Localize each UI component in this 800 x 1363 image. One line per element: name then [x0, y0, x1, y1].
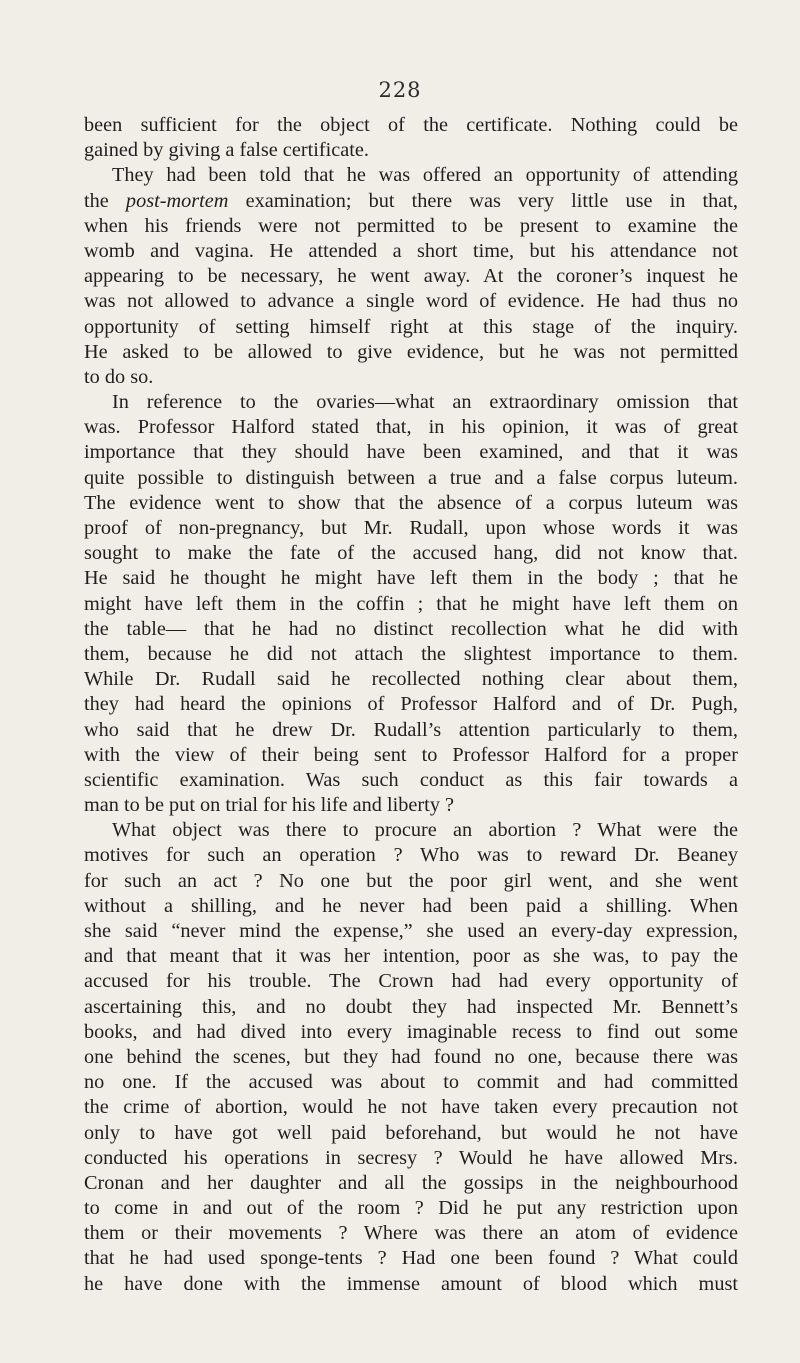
- text-line: only to have got well paid beforehand, but would he not have: [84, 1121, 738, 1144]
- text-line: He asked to be allowed to give evidence, but he was not permitted: [84, 340, 738, 363]
- text-line: womb and vagina. He attended a short time, but his attendance not: [84, 239, 738, 262]
- text-line: In reference to the ovaries—what an extraordinary omission that: [112, 391, 738, 414]
- text-line: when his friends were not permitted to be present to examine the: [84, 214, 738, 237]
- text-line: and that meant that it was her intention, poor as she was, to pay the: [84, 945, 738, 968]
- text-segment: examination; but there was very little use in that,: [228, 189, 738, 212]
- text-line: What object was there to procure an abortion ? What were the: [112, 819, 738, 842]
- text-line: them, because he did not attach the slightest importance to them.: [84, 642, 738, 665]
- text-line: accused for his trouble. The Crown had had every opportunity of: [84, 970, 738, 993]
- text-line: appearing to be necessary, he went away. At the coroner’s inquest he: [84, 265, 738, 288]
- text-line: opportunity of setting himself right at this stage of the inquiry.: [84, 315, 738, 338]
- text-line: They had been told that he was offered an opportunity of attending: [112, 164, 738, 187]
- text-segment: the: [84, 189, 126, 212]
- body-text: [84, 113, 738, 1297]
- text-line: conducted his operations in secresy ? Would he have allowed Mrs.: [84, 1146, 738, 1169]
- text-line: for such an act ? No one but the poor girl went, and she went: [84, 869, 738, 892]
- text-line: Cronan and her daughter and all the gossips in the neighbourhood: [84, 1171, 738, 1194]
- text-line: quite possible to distinguish between a true and a false corpus luteum.: [84, 466, 738, 489]
- text-line: was. Professor Halford stated that, in his opinion, it was of great: [84, 416, 738, 439]
- text-line: one behind the scenes, but they had found no one, because there was: [84, 1045, 738, 1068]
- text-line: without a shilling, and he never had been paid a shilling. When: [84, 894, 738, 917]
- text-line: the crime of abortion, would he not have taken every precaution not: [84, 1096, 738, 1119]
- text-line: While Dr. Rudall said he recollected nothing clear about them,: [84, 668, 738, 691]
- text-line: sought to make the fate of the accused hang, did not know that.: [84, 542, 738, 565]
- text-line: proof of non-pregnancy, but Mr. Rudall, upon whose words it was: [84, 517, 738, 539]
- text-line: them or their movements ? Where was there an atom of evidence: [84, 1222, 738, 1245]
- text-line: to do so.: [84, 365, 154, 388]
- text-line: ascertaining this, and no doubt they had inspected Mr. Bennett’s: [84, 995, 738, 1018]
- italic-text: post-mortem: [125, 189, 229, 212]
- text-line: that he had used sponge-tents ? Had one been found ? What could: [84, 1247, 738, 1270]
- text-line: might have left them in the coffin ; that he might have left them on: [84, 592, 738, 615]
- text-line: no one. If the accused was about to commit and had committed: [84, 1071, 738, 1094]
- text-line: importance that they should have been examined, and that it was: [84, 441, 738, 464]
- text-line: they had heard the opinions of Professor Halford and of Dr. Pugh,: [84, 693, 738, 716]
- text-line: he have done with the immense amount of blood which must: [84, 1272, 738, 1295]
- text-line: The evidence went to show that the absence of a corpus luteum was: [84, 491, 738, 514]
- text-line: motives for such an operation ? Who was to reward Dr. Beaney: [84, 844, 738, 867]
- text-line: been sufficient for the object of the certificate. Nothing could be: [84, 114, 738, 136]
- text-line: to come in and out of the room ? Did he put any restriction upon: [84, 1197, 738, 1220]
- text-line: was not allowed to advance a single word of evidence. He had thus no: [84, 290, 738, 313]
- text-line: gained by giving a false certificate.: [84, 139, 369, 162]
- page-number: 228: [378, 78, 422, 102]
- text-line: man to be put on trial for his life and liberty ?: [84, 794, 455, 817]
- text-line: she said “never mind the expense,” she used an every-day expression,: [84, 920, 738, 942]
- text-line: who said that he drew Dr. Rudall’s attention particularly to them,: [84, 718, 738, 741]
- text-line: He said he thought he might have left them in the body ; that he: [84, 567, 738, 590]
- text-line: the table— that he had no distinct recollection what he did with: [84, 617, 738, 640]
- text-line: scientific examination. Was such conduct as this fair towards a: [84, 768, 738, 791]
- text-line: [84, 189, 738, 214]
- text-line: with the view of their being sent to Professor Halford for a proper: [84, 743, 738, 766]
- text-line: books, and had dived into every imaginable recess to find out some: [84, 1020, 738, 1043]
